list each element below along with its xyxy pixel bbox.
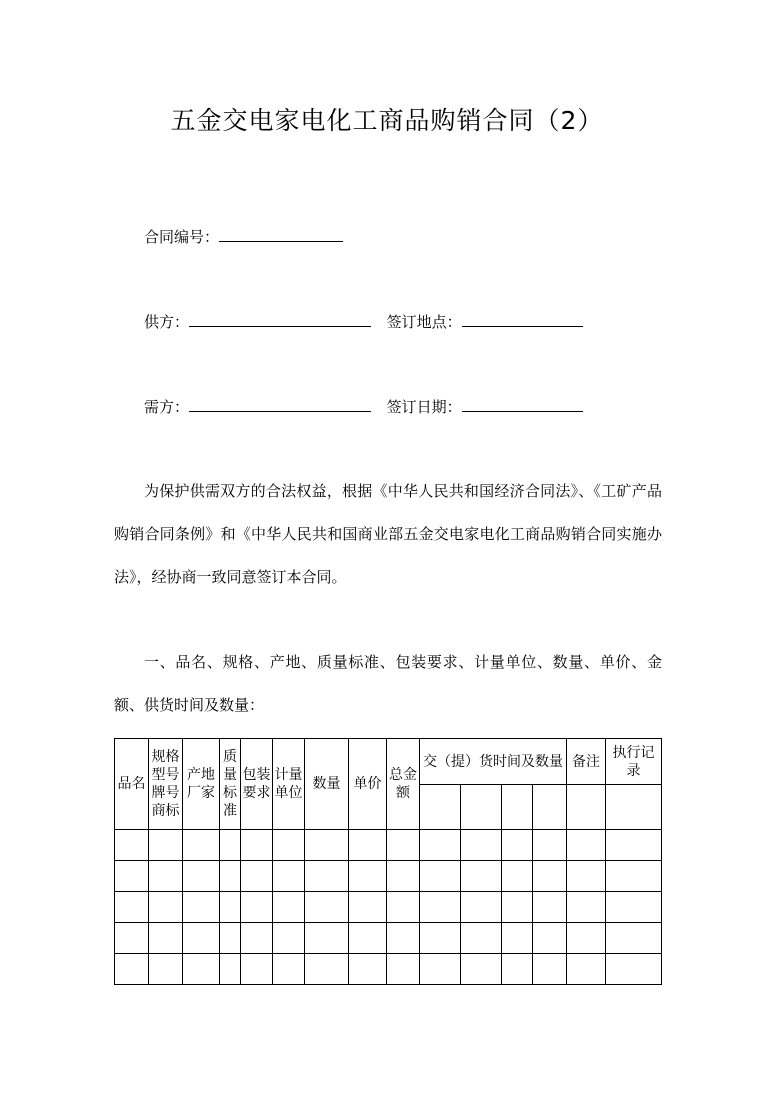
buyer-line	[144, 396, 583, 417]
table-row	[115, 861, 662, 892]
table-cell[interactable]	[533, 954, 567, 985]
table-cell[interactable]	[420, 923, 461, 954]
table-cell[interactable]	[349, 892, 387, 923]
intro-paragraph: 为保护供需双方的合法权益，根据《中华人民共和国经济合同法》、《工矿产品购销合同条例》和《中华人民共和国商业部五金交电家电化工商品购销合同实施办法》，经协商一致同意签订本合同。	[114, 482, 662, 586]
header-total: 总金额	[387, 739, 420, 830]
table-cell[interactable]	[183, 954, 220, 985]
table-cell[interactable]	[502, 830, 533, 861]
header-unit: 计量单位	[273, 739, 305, 830]
delivery-subcell[interactable]	[461, 785, 502, 830]
table-cell[interactable]	[567, 954, 606, 985]
table-cell[interactable]	[420, 830, 461, 861]
table-cell[interactable]	[387, 923, 420, 954]
table-cell[interactable]	[305, 954, 349, 985]
sign-date-label: 签订日期：	[386, 398, 462, 416]
table-cell[interactable]	[273, 830, 305, 861]
sign-date-blank[interactable]	[462, 396, 583, 412]
table-cell[interactable]	[533, 861, 567, 892]
table-cell[interactable]	[420, 892, 461, 923]
table-cell[interactable]	[220, 892, 241, 923]
table-cell[interactable]	[115, 923, 149, 954]
table-cell[interactable]	[183, 861, 220, 892]
table-cell[interactable]	[349, 830, 387, 861]
table-cell[interactable]	[305, 923, 349, 954]
table-cell[interactable]	[387, 830, 420, 861]
sign-place-label: 签订地点：	[386, 313, 462, 331]
table-cell[interactable]	[387, 954, 420, 985]
table-cell[interactable]	[567, 892, 606, 923]
table-cell[interactable]	[502, 923, 533, 954]
table-header-row-1	[115, 739, 662, 785]
table-cell[interactable]	[461, 923, 502, 954]
table-cell[interactable]	[533, 923, 567, 954]
table-cell[interactable]	[273, 892, 305, 923]
supplier-blank[interactable]	[189, 311, 371, 327]
table-cell[interactable]	[502, 954, 533, 985]
table-cell[interactable]	[502, 861, 533, 892]
header-delivery: 交（提）货时间及数量	[420, 739, 567, 785]
table-cell[interactable]	[273, 861, 305, 892]
supplier-line	[144, 311, 583, 332]
table-row	[115, 830, 662, 861]
table-cell[interactable]	[387, 861, 420, 892]
delivery-subcell[interactable]	[420, 785, 461, 830]
contract-number-label: 合同编号：	[144, 228, 220, 246]
table-cell[interactable]	[305, 861, 349, 892]
table-cell[interactable]	[115, 954, 149, 985]
sign-place-blank[interactable]	[462, 311, 583, 327]
header-record: 执行记录	[606, 739, 662, 785]
table-cell[interactable]	[461, 830, 502, 861]
goods-table	[114, 738, 662, 985]
table-cell[interactable]	[220, 923, 241, 954]
table-cell[interactable]	[220, 861, 241, 892]
table-cell[interactable]	[461, 954, 502, 985]
table-cell[interactable]	[220, 954, 241, 985]
table-cell[interactable]	[149, 861, 183, 892]
header-price: 单价	[349, 739, 387, 830]
table-cell[interactable]	[183, 830, 220, 861]
header-name: 品名	[115, 739, 149, 830]
contract-number-line	[144, 226, 343, 247]
table-cell[interactable]	[115, 892, 149, 923]
delivery-subcell[interactable]	[533, 785, 567, 830]
table-cell[interactable]	[567, 830, 606, 861]
table-cell[interactable]	[149, 954, 183, 985]
table-cell[interactable]	[149, 923, 183, 954]
table-cell[interactable]	[420, 861, 461, 892]
table-cell[interactable]	[606, 923, 662, 954]
table-body	[115, 830, 662, 985]
contract-number-blank[interactable]	[219, 226, 343, 242]
table-cell[interactable]	[273, 954, 305, 985]
header-quantity: 数量	[305, 739, 349, 830]
table-row	[115, 892, 662, 923]
table-cell[interactable]	[183, 923, 220, 954]
table-cell[interactable]	[305, 892, 349, 923]
table-cell[interactable]	[149, 892, 183, 923]
table-row	[115, 954, 662, 985]
table-cell[interactable]	[567, 861, 606, 892]
table-cell[interactable]	[273, 923, 305, 954]
table-row	[115, 923, 662, 954]
table-cell[interactable]	[606, 861, 662, 892]
table-cell[interactable]	[567, 923, 606, 954]
header-remark: 备注	[567, 739, 606, 785]
table-cell[interactable]	[241, 954, 273, 985]
table-cell[interactable]	[461, 861, 502, 892]
table-cell[interactable]	[606, 892, 662, 923]
table-cell[interactable]	[533, 830, 567, 861]
table-cell[interactable]	[220, 830, 241, 861]
remark-subcell[interactable]	[567, 785, 606, 830]
header-origin: 产地厂家	[183, 739, 220, 830]
table-cell[interactable]	[305, 830, 349, 861]
table-cell[interactable]	[183, 892, 220, 923]
table-cell[interactable]	[387, 892, 420, 923]
table-cell[interactable]	[241, 861, 273, 892]
record-subcell[interactable]	[606, 785, 662, 830]
header-spec: 规格型号牌号商标	[149, 739, 183, 830]
table-cell[interactable]	[241, 892, 273, 923]
delivery-subcell[interactable]	[502, 785, 533, 830]
table-cell[interactable]	[349, 861, 387, 892]
table-cell[interactable]	[115, 861, 149, 892]
buyer-blank[interactable]	[189, 396, 371, 412]
table-cell[interactable]	[606, 830, 662, 861]
table-cell[interactable]	[502, 892, 533, 923]
header-quality: 质量标准	[220, 739, 241, 830]
table-cell[interactable]	[349, 954, 387, 985]
table-cell[interactable]	[533, 892, 567, 923]
table-cell[interactable]	[241, 830, 273, 861]
table-cell[interactable]	[349, 923, 387, 954]
table-cell[interactable]	[461, 892, 502, 923]
table-cell[interactable]	[606, 954, 662, 985]
buyer-label: 需方：	[144, 398, 190, 416]
table-cell[interactable]	[241, 923, 273, 954]
table-cell[interactable]	[420, 954, 461, 985]
table-cell[interactable]	[149, 830, 183, 861]
header-packing: 包装要求	[241, 739, 273, 830]
supplier-label: 供方：	[144, 313, 190, 331]
document-title: 五金交电家电化工商品购销合同（2）	[170, 106, 604, 135]
table-cell[interactable]	[115, 830, 149, 861]
section-1-paragraph: 一、品名、规格、产地、质量标准、包装要求、计量单位、数量、单价、金额、供货时间及数量：	[114, 653, 662, 714]
